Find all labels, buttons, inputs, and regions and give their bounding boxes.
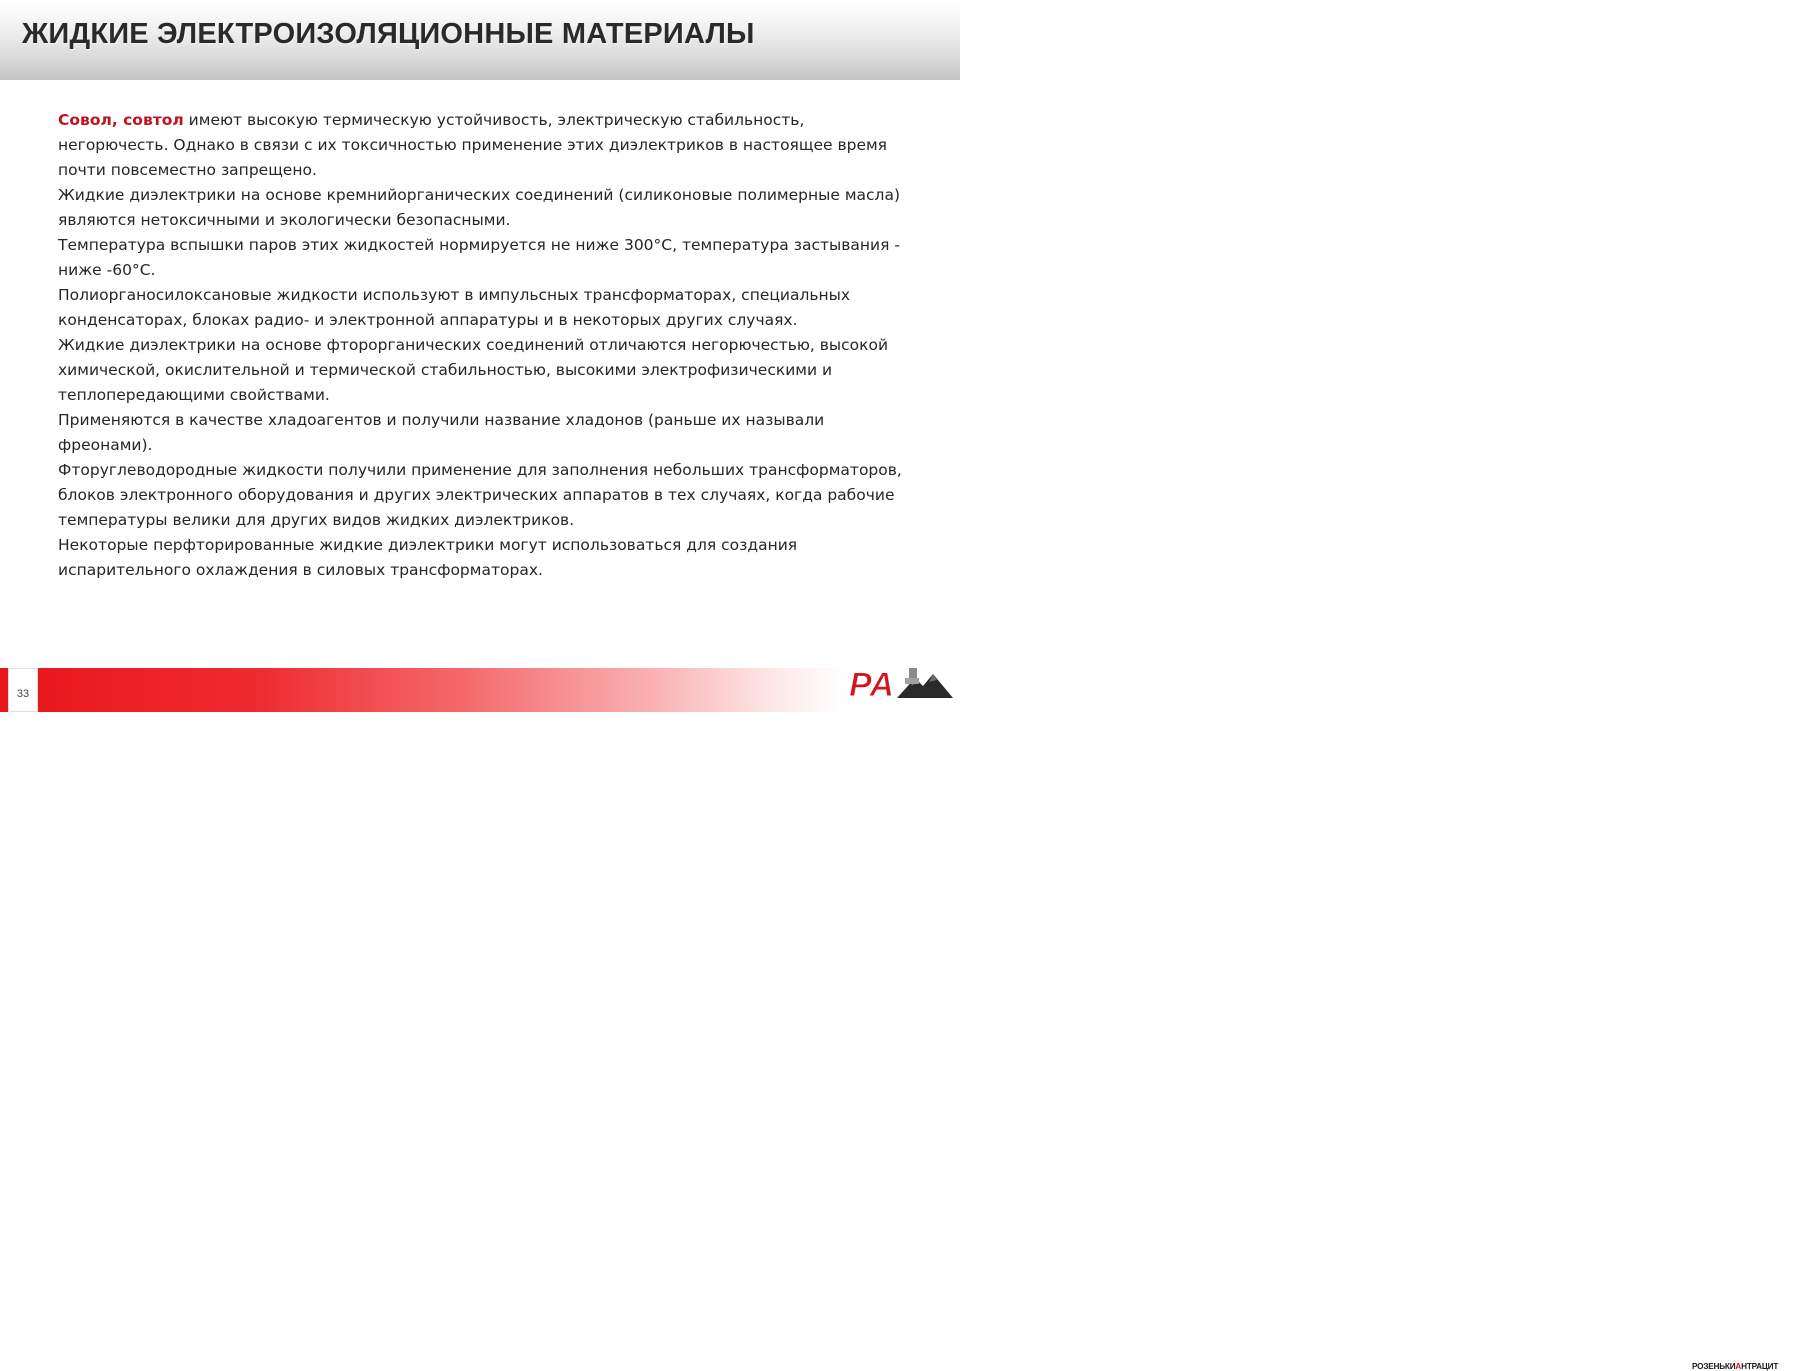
paragraph-refrigerants: Применяются в качестве хладоагентов и получили название хладонов (раньше их называли фреонами). — [58, 411, 825, 454]
page-number: 33 — [16, 688, 30, 700]
paragraph-sovol — [58, 108, 908, 183]
slide-body — [58, 108, 908, 583]
paragraph-temperature: Температура вспышки паров этих жидкостей нормируется не ниже 300°С, температура застывания - ниже -60°С. — [58, 236, 900, 279]
slide-title: ЖИДКИЕ ЭЛЕКТРОИЗОЛЯЦИОННЫЕ МАТЕРИАЛЫ — [22, 18, 755, 50]
paragraph-fluorocarbon: Фторуглеводородные жидкости получили применение для заполнения небольших трансформаторов, блоков электронного оборудования и других электрических аппаратов в тех случаях, когда рабочие температуры велики для других видов жидких диэлектриков. — [58, 461, 902, 529]
logo-letters: РА — [849, 666, 895, 704]
paragraph-fluoroorganic: Жидкие диэлектрики на основе фторорганических соединений отличаются негорючестью, высокой химической, окислительной и термической стабильностью, высокими электрофизическими и теплопередающими свойствами. — [58, 336, 889, 404]
title-bar — [0, 0, 960, 80]
company-logo — [845, 662, 1779, 1371]
paragraph-perfluorinated: Некоторые перфторированные жидкие диэлектрики могут использоваться для создания испарительного охлаждения в силовых трансформаторах. — [58, 536, 798, 579]
logo-caption: РОЗЕНЬКИАНТРАЦИТ — [1692, 1362, 1779, 1371]
footer-bar — [0, 668, 845, 712]
paragraph-sovol-text: имеют высокую термическую устойчивость, электрическую стабильность, негорючесть. Однако в связи с их токсичностью применение этих диэлектриков в настоящее время почти повсеместно запрещено. — [58, 111, 888, 179]
accent-term: Совол, совтол — [58, 111, 184, 129]
paragraph-polyorganosiloxane: Полиорганосилоксановые жидкости используют в импульсных трансформаторах, специальных конденсаторах, блоках радио- и электронной аппаратуры и в некоторых других случаях. — [58, 286, 851, 329]
paragraph-silicone: Жидкие диэлектрики на основе кремнийорганических соединений (силиконовые полимерные масла) являются нетоксичными и экологически безопасными. — [58, 186, 901, 229]
logo-mark-icon — [845, 662, 955, 702]
